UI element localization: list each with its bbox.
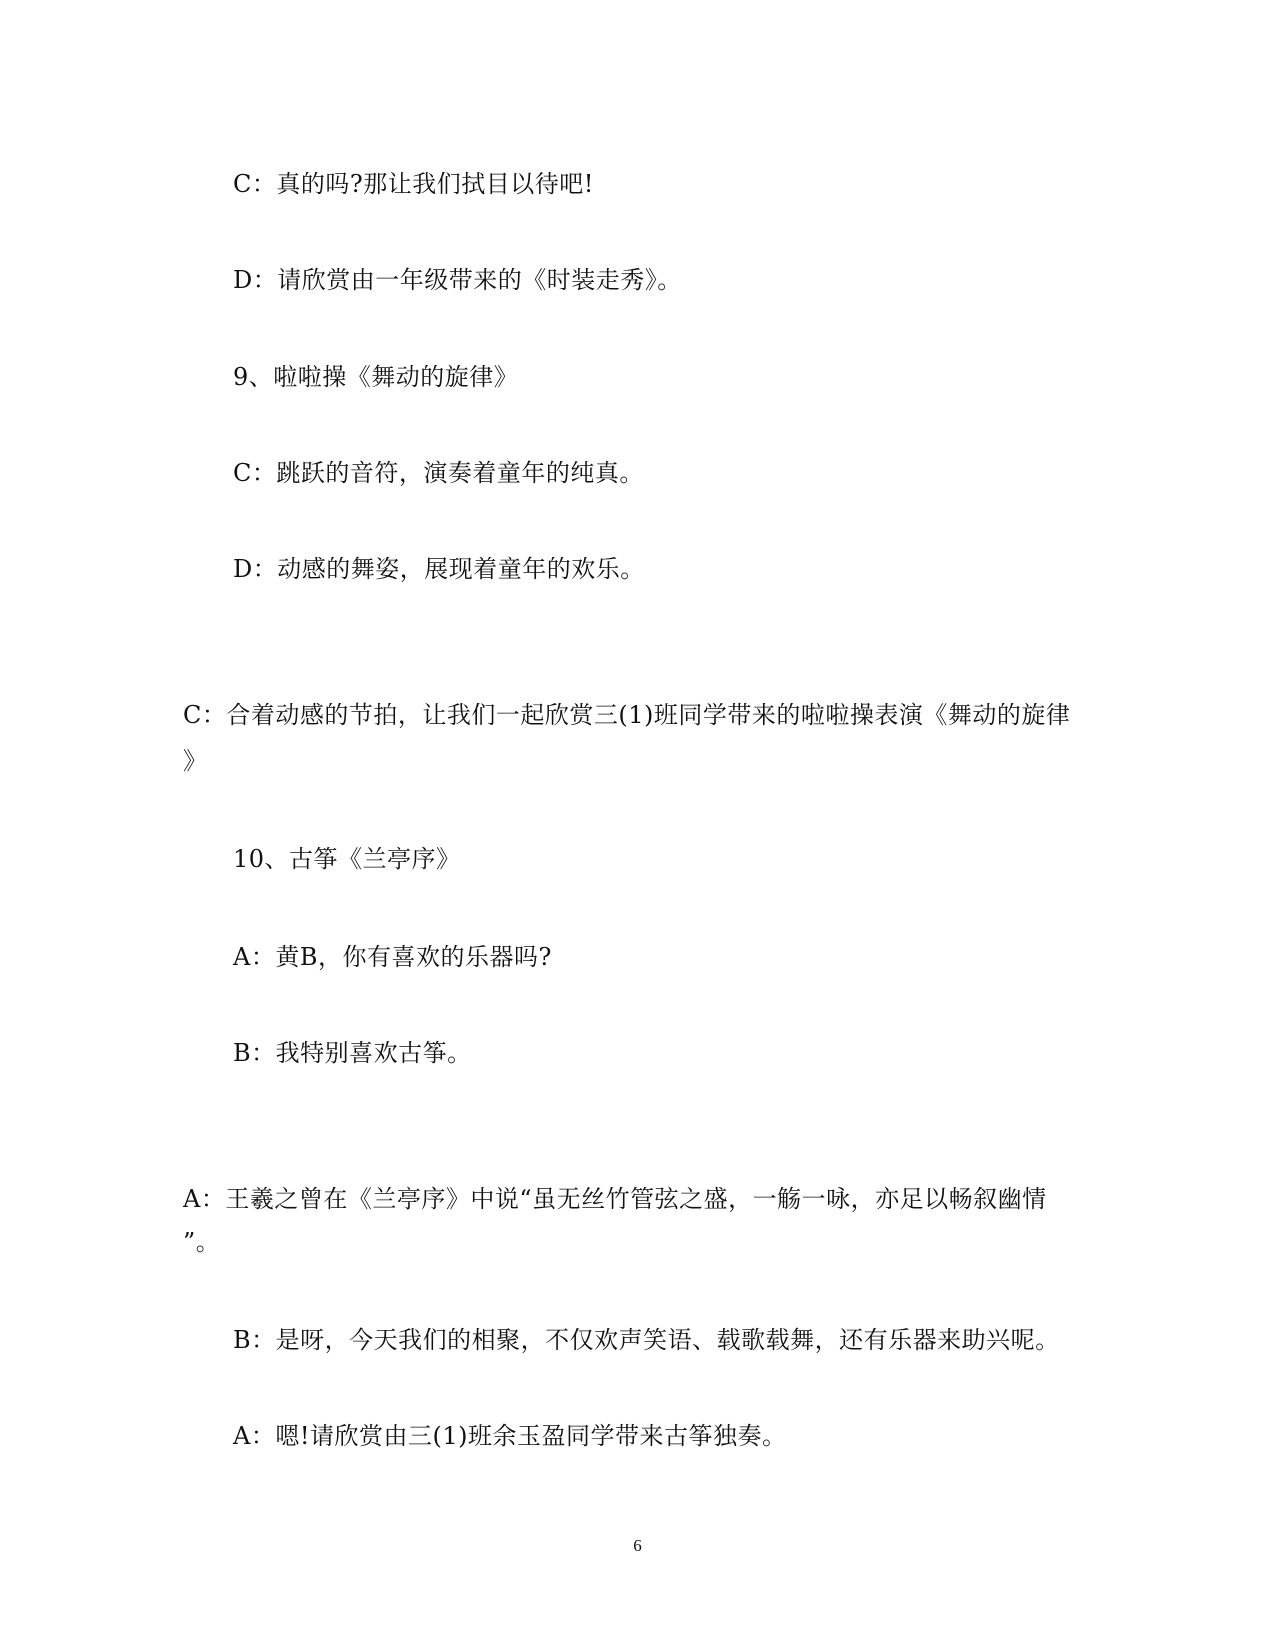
dialogue-line-continuation: ”。 bbox=[183, 1228, 221, 1256]
dialogue-line: A：黄B，你有喜欢的乐器吗? bbox=[233, 943, 552, 971]
dialogue-line: B：是呀，今天我们的相聚，不仅欢声笑语、载歌载舞，还有乐器来助兴呢。 bbox=[233, 1326, 1060, 1354]
dialogue-line: D：请欣赏由一年级带来的《时装走秀》。 bbox=[233, 266, 682, 294]
program-item-heading: 10、古筝《兰亭序》 bbox=[233, 845, 461, 873]
dialogue-line: D：动感的舞姿，展现着童年的欢乐。 bbox=[233, 555, 645, 583]
program-item-heading: 9、啦啦操《舞动的旋律》 bbox=[233, 363, 519, 391]
dialogue-line-continuation: 》 bbox=[183, 747, 208, 775]
dialogue-line: A：王羲之曾在《兰亭序》中说“虽无丝竹管弦之盛，一觞一咏，亦足以畅叙幽情 bbox=[183, 1185, 1047, 1213]
page-number: 6 bbox=[633, 1536, 642, 1555]
dialogue-line: C：真的吗?那让我们拭目以待吧! bbox=[233, 170, 594, 198]
dialogue-line: C：合着动感的节拍，让我们一起欣赏三(1)班同学带来的啦啦操表演《舞动的旋律 bbox=[183, 701, 1071, 729]
dialogue-line: C：跳跃的音符，演奏着童年的纯真。 bbox=[233, 459, 644, 487]
dialogue-line: A：嗯!请欣赏由三(1)班余玉盈同学带来古筝独奏。 bbox=[233, 1422, 787, 1450]
dialogue-line: B：我特别喜欢古筝。 bbox=[233, 1039, 472, 1067]
